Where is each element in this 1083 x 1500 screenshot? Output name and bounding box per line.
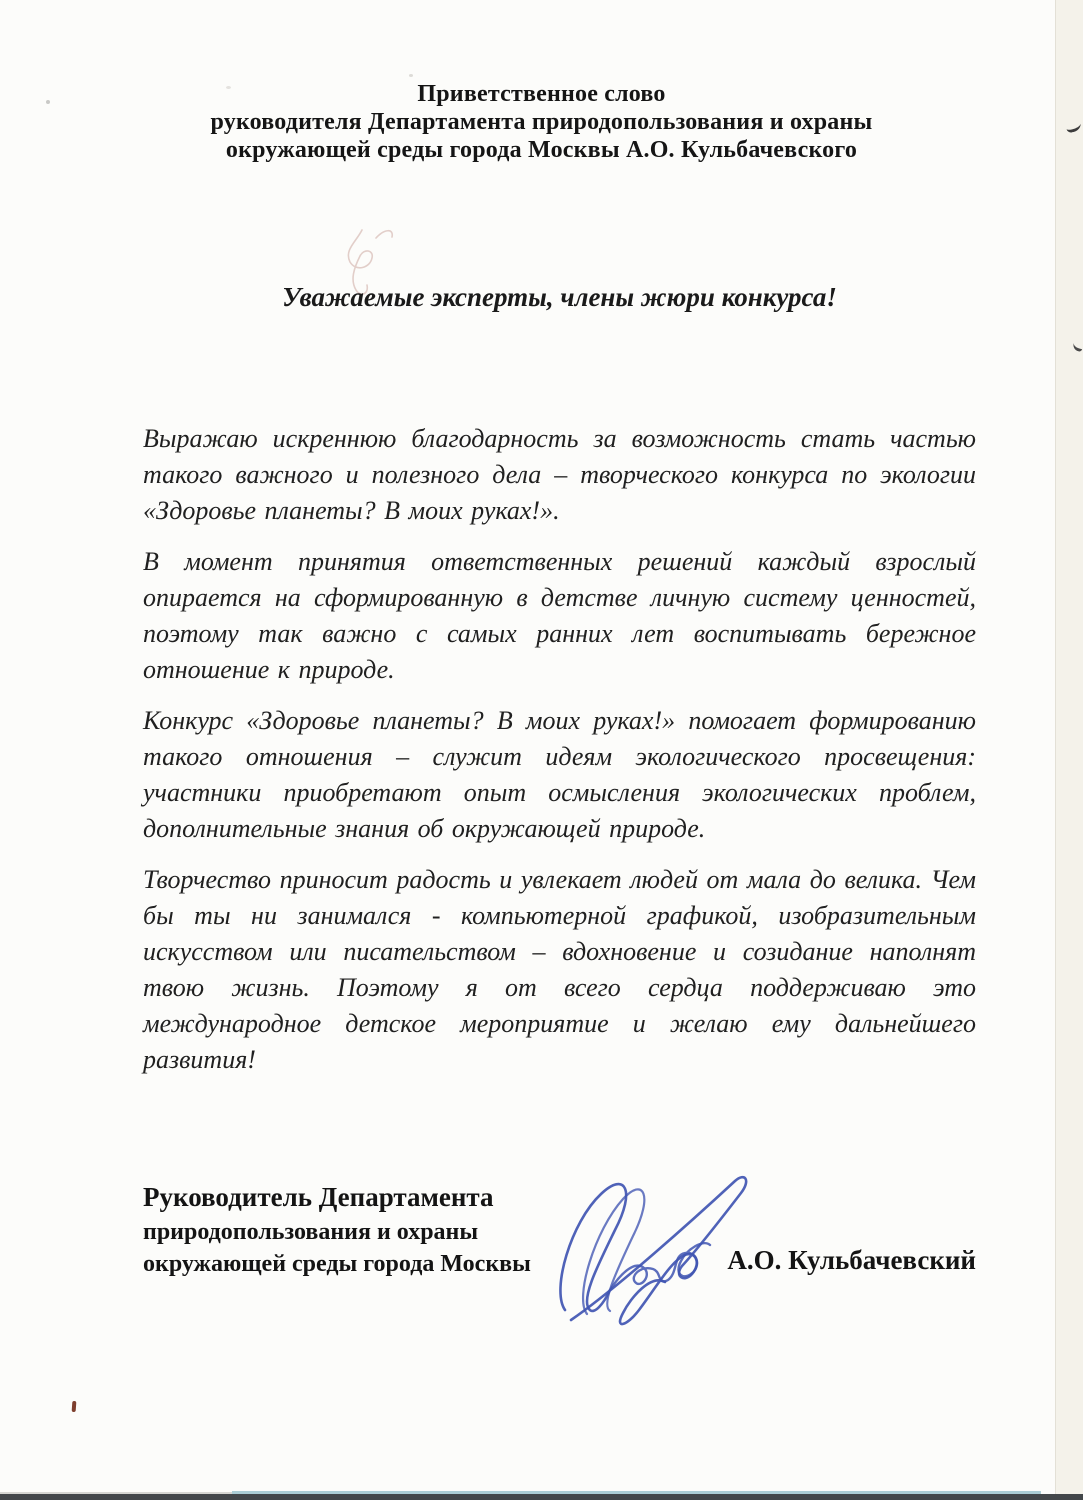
body-paragraph: В момент принятия ответственных решений каждый взрослый опирается на сформированную в детстве личную систему ценностей, поэтому так важно с самых ранних лет воспитывать бережное отношение к природе. bbox=[143, 547, 976, 684]
title-line-3: окружающей среды города Москвы А.О. Кульбачевского bbox=[225, 137, 858, 163]
body-paragraph: Выражаю искреннюю благодарность за возможность стать частью такого важного и полезного дела – творческого конкурса по экологии «Здоровье планеты? В моих руках!». bbox=[143, 424, 976, 525]
dust-speck bbox=[226, 86, 231, 89]
letter-title bbox=[60, 80, 1023, 164]
dust-speck bbox=[46, 100, 50, 104]
signature-position-line: Руководитель Департамента bbox=[143, 1182, 494, 1212]
ink-speck bbox=[72, 1401, 77, 1412]
body-paragraph: Творчество приносит радость и увлекает людей от мала до велика. Чем бы ты ни занимался - компьютерной графикой, изобразительным искусством или писательством – вдохновение и созидание наполнят твою жизнь. Поэтому я от всего сердца поддерживаю это международное детское мероприятие и желаю ему дальнейшего развития! bbox=[143, 865, 976, 1074]
ink-signature-scribble bbox=[543, 1162, 761, 1332]
title-line-1: Приветственное слово bbox=[417, 81, 666, 107]
greeting-line: Уважаемые эксперты, члены жюри конкурса! bbox=[282, 282, 837, 312]
signature-position-line: окружающей среды города Москвы bbox=[143, 1251, 531, 1277]
scan-edge-strip bbox=[1055, 0, 1083, 1500]
signature-block bbox=[143, 1180, 976, 1340]
title-line-2: руководителя Департамента природопользования и охраны bbox=[210, 109, 873, 135]
letter-body bbox=[143, 421, 976, 1093]
scan-bottom-dark-band bbox=[0, 1494, 1083, 1500]
signature-position-line: природопользования и охраны bbox=[143, 1219, 479, 1245]
body-paragraph: Конкурс «Здоровье планеты? В моих руках!» помогает формированию такого отношения – служит идеям экологического просвещения: участники приобретают опыт осмысления экологических проблем, дополнительные знания об окружающей природе. bbox=[143, 706, 976, 843]
dust-speck bbox=[409, 74, 413, 77]
signature-name: А.О. Кульбачевский bbox=[727, 1245, 976, 1275]
